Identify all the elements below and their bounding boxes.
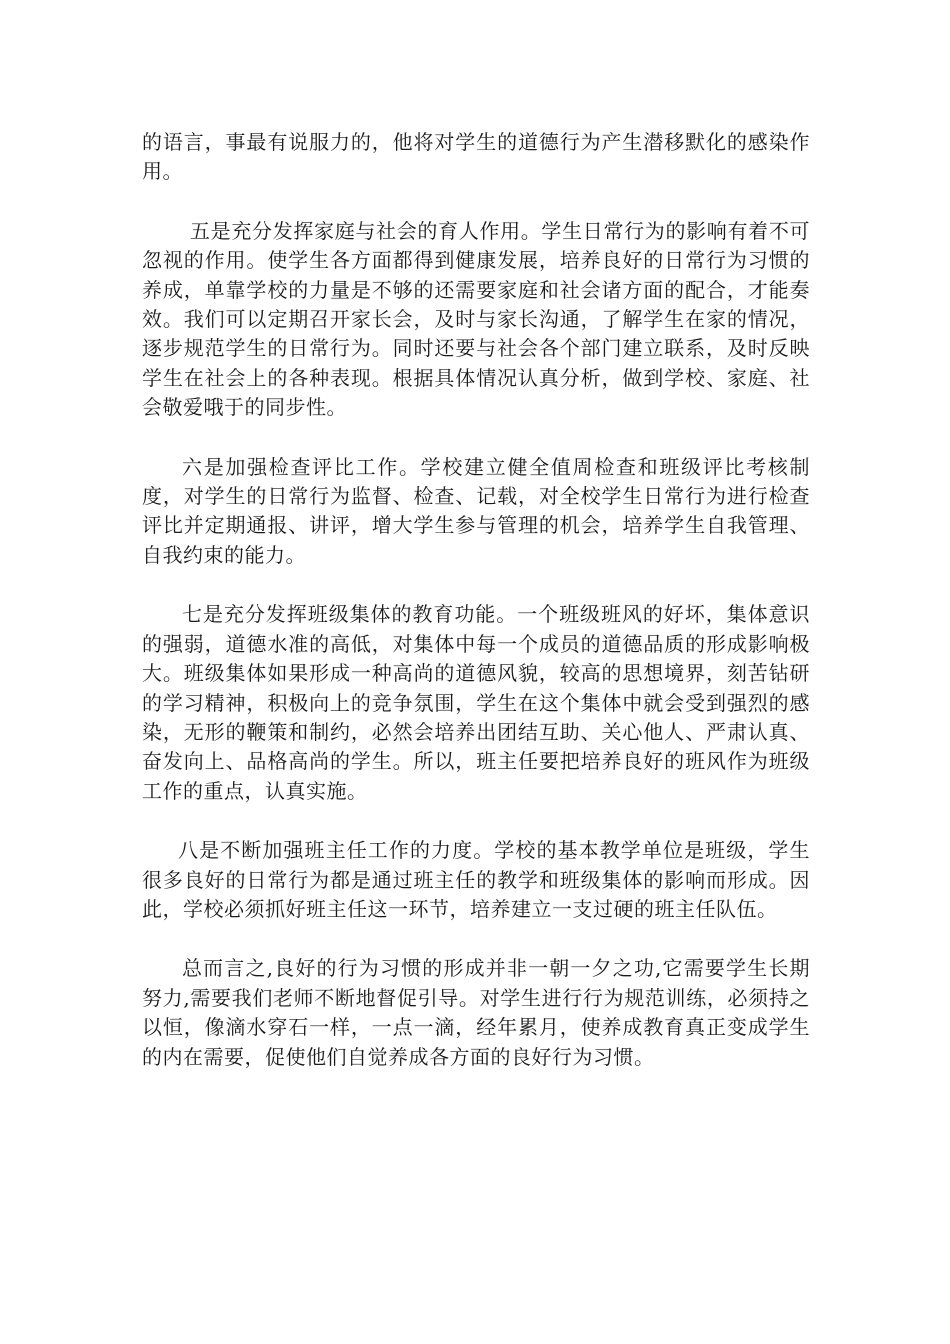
paragraph-conclusion: 总而言之,良好的行为习惯的形成并非一朝一夕之功,它需要学生长期努力,需要我们老师不断地督促引导。对学生进行行为规范训练，必须持之以恒，像滴水穿石一样，一点一滴，经年累月，使养成教育真正变成学生的内在需要，促使他们自觉养成各方面的良好行为习惯。 bbox=[142, 956, 810, 1069]
paragraph-continuation: 的语言，事最有说服力的，他将对学生的道德行为产生潜移默化的感染作用。 bbox=[142, 130, 810, 184]
paragraph-point-five: 五是充分发挥家庭与社会的育人作用。学生日常行为的影响有着不可忽视的作用。使学生各方面都得到健康发展，培养良好的日常行为习惯的养成，单靠学校的力量是不够的还需要家庭和社会诸方面的配合，才能奏效。我们可以定期召开家长会，及时与家长沟通，了解学生在家的情况，逐步规范学生的日常行为。同时还要与社会各个部门建立联系，及时反映学生在社会上的各种表现。根据具体情况认真分析，做到学校、家庭、社会敬爱哦于的同步性。 bbox=[142, 218, 810, 420]
paragraph-point-eight: 八是不断加强班主任工作的力度。学校的基本教学单位是班级，学生很多良好的日常行为都是通过班主任的教学和班级集体的影响而形成。因此，学校必须抓好班主任这一环节，培养建立一支过硬的班主任队伍。 bbox=[142, 838, 810, 921]
paragraph-point-six: 六是加强检查评比工作。学校建立健全值周检查和班级评比考核制度，对学生的日常行为监督、检查、记载，对全校学生日常行为进行检查评比并定期通报、讲评，增大学生参与管理的机会，培养学生自我管理、自我约束的能力。 bbox=[142, 454, 810, 567]
paragraph-point-seven: 七是充分发挥班级集体的教育功能。一个班级班风的好坏，集体意识的强弱，道德水准的高低，对集体中每一个成员的道德品质的形成影响极大。班级集体如果形成一种高尚的道德风貌，较高的思想境界，刻苦钻研的学习精神，积极向上的竞争氛围，学生在这个集体中就会受到强烈的感染，无形的鞭策和制约，必然会培养出团结互助、关心他人、严肃认真、奋发向上、品格高尚的学生。所以，班主任要把培养良好的班风作为班级工作的重点，认真实施。 bbox=[142, 602, 810, 803]
document-page bbox=[142, 128, 810, 1102]
